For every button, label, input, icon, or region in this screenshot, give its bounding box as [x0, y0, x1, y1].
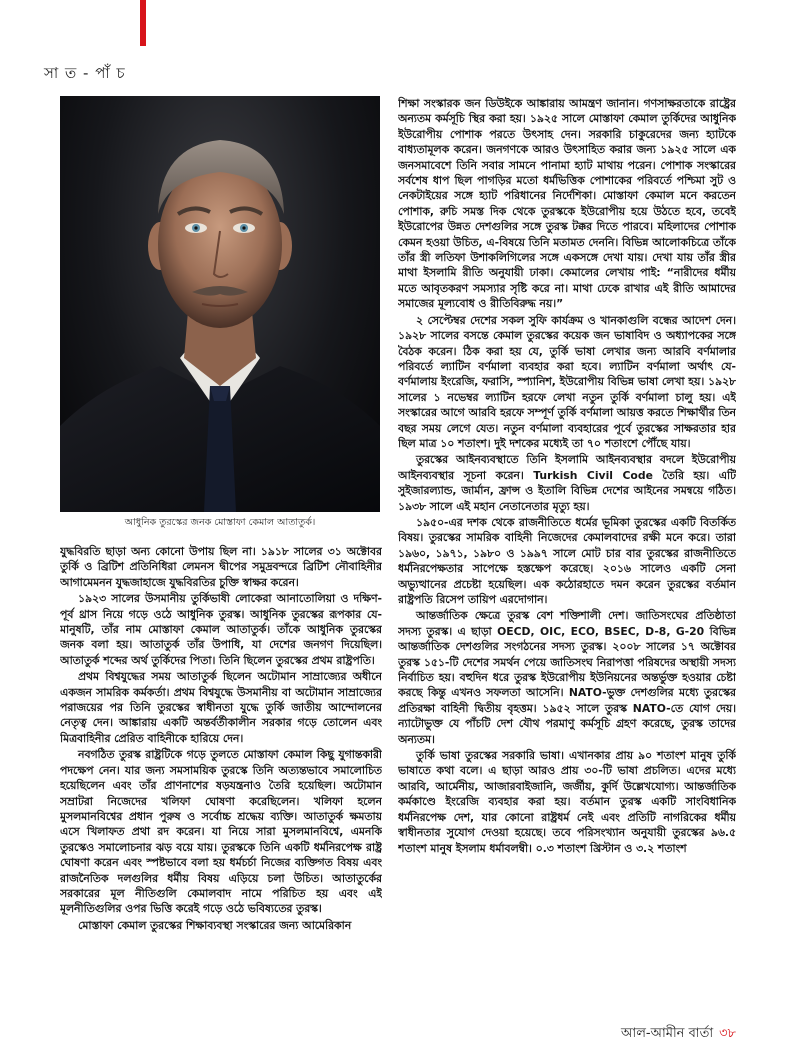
article-paragraph: যুদ্ধবিরতি ছাড়া অন্য কোনো উপায় ছিল না। ১৯১৮ সালের ৩১ অক্টোবর তুর্কি ও ব্রিটিশ প্রতিনিধিরা লেমনস দ্বীপের সমুদ্রবন্দরে ব্রিটিশ নৌবাহিনীর আগামেমনন যুদ্ধজাহাজে যুদ্ধবিরতির চুক্তি স্বাক্ষর করেন। [60, 545, 382, 589]
article-paragraph: নবগঠিত তুরস্ক রাষ্ট্রটিকে গড়ে তুলতে মোস্তাফা কেমাল কিছু যুগান্তকারী পদক্ষেপ নেন। যার জন্য সমসাময়িক তুরস্কে তিনি অত্যন্তভাবে সমালোচিত হয়েছিলেন এবং তাঁর প্রাণনাশের ষড়যন্ত্রনাও তৈরি হয়েছিল। অটোমান সম্রাটরা নিজেদের খলিফা ঘোষণা করেছিলেন। খলিফা হলেন মুসলমানবিশ্বের প্রধান পুরুষ ও সর্বোচ্চ শ্রদ্ধেয় ব্যক্তি। আতাতুর্ক ক্ষমতায় এসে খিলাফত প্রথা রদ করেন। যা নিয়ে সারা মুসলমানবিশ্বে, এমনকি তুরস্কেও সমালোচনার ঝড় বয়ে যায়। তুরস্ককে তিনি একটি ধর্মনিরপেক্ষ রাষ্ট্র ঘোষণা করেন এবং স্পষ্টভাবে বলা হয় ধর্মচর্চা নিজের ব্যক্তিগত বিষয় এবং রাজনৈতিক দলগুলির ধর্মীয় বিষয় এড়িয়ে চলা উচিত। আতাতুর্কের সরকারের মূল নীতিগুলি কেমালবাদ নামে পরিচিত হয় এবং এই মূলনীতিগুলির ওপর ভিত্তি করেই গড়ে ওঠে ভবিষ্যতের তুরস্ক। [60, 748, 382, 916]
article-paragraph: তুর্কি ভাষা তুরস্কের সরকারি ভাষা। এখানকার প্রায় ৯০ শতাংশ মানুষ তুর্কি ভাষাতে কথা বলে। এ ছাড়া আরও প্রায় ৩০-টি ভাষা প্রচলিত। এদের মধ্যে আরবি, আর্মেনীয়, আজারবাইজানি, জর্জীয়, কুর্দি উল্লেখযোগ্য। আন্তর্জাতিক কর্মকাণ্ডে ইংরেজি ব্যবহার করা হয়। বর্তমান তুরস্ক একটি সাংবিধানিক ধর্মনিরপেক্ষ দেশ, যার কোনো রাষ্ট্রধর্ম নেই এবং প্রতিটি নাগরিকের ধর্মীয় স্বাধীনতার সুযোগ দেওয়া হয়েছে। তবে পরিসংখ্যান অনুযায়ী তুরস্কের ৯৬.৫ শতাংশ মানুষ ইসলাম ধর্মাবলম্বী। ০.৩ শতাংশ খ্রিস্টান ও ৩.২ শতাংশ [398, 749, 736, 855]
article-paragraph: ১৯৫০-এর দশক থেকে রাজনীতিতে ধর্মের ভূমিকা তুরস্কের একটি বিতর্কিত বিষয়। তুরস্কের সামরিক বাহিনী নিজেদের কেমালবাদের রক্ষী মনে করে। তারা ১৯৬০, ১৯৭১, ১৯৮০ ও ১৯৯৭ সালে মোট চার বার তুরস্কের রাজনীতিতে ধর্মনিরপেক্ষতার সাপেক্ষে হস্তক্ষেপ করেছে। ২০১৬ সালেও একটি সেনা অভ্যুত্থানের প্রচেষ্টা হয়েছিল। এক কঠোরহাতে দমন করেন তুরস্কের বর্তমান রাষ্ট্রপতি রিসেপ তায়িপ এরদোগান। [398, 515, 736, 606]
article-right-column [398, 96, 736, 1020]
portrait-photo [60, 96, 380, 512]
article-paragraph: শিক্ষা সংস্কারক জন ডিউইকে আঙ্কারায় আমন্ত্রণ জানান। গণসাক্ষরতাকে রাষ্ট্রের অন্যতম কর্মসূচি স্থির করা হয়। ১৯২৫ সালে মোস্তাফা কেমাল তুর্কিদের আধুনিক ইউরোপীয় পোশাক পরতে উৎসাহ দেন। সরকারি চাকুরেদের জন্য হ্যাটকে বাধ্যতামূলক করেন। জনগণকে আরও উৎসাহিত করার জন্য ১৯২৫ সালে এক জনসমাবেশে তিনি সবার সামনে পানামা হ্যাট মাথায় পরেন। পোশাক সংস্কারের সর্বশেষ ধাপ ছিল পাগড়ির মতো ধর্মভিত্তিক পোশাকের পরিবর্তে পশ্চিমা সুট ও নেকটাইয়ের সঙ্গে হ্যাট পরিধানের নির্দেশিকা। মোস্তাফা কেমাল মনে করতেন পোশাক, রুচি সমস্ত দিক থেকে তুরস্ককে ইউরোপীয় হয়ে উঠতে হবে, তবেই ইউরোপের উন্নত দেশগুলির সঙ্গে তুরস্ক টক্কর দিতে পারবে। মহিলাদের পোশাক কেমন হওয়া উচিত, এ-বিষয়ে তিনি মতামত দেননি। বিভিন্ন আলোকচিত্রে তাঁকে তাঁর স্ত্রী লতিফা উশাকলিগিলের সঙ্গে একসঙ্গে দেখা যায়। দেখা যায় তাঁর স্ত্রীর মাথা ইসলামি রীতি অনুযায়ী ঢাকা। কেমালের লেখায় পাই: “নারীদের ধর্মীয় মতে আবৃতকরণ সমস্যার সৃষ্টি করে না। মাথা ঢেকে রাখার এই রীতি আমাদের সমাজের মূল্যবোধ ও রীতিবিরুদ্ধ নয়।” [398, 97, 736, 311]
article-paragraph: ১৯২৩ সালের উসমানীয় তুর্কিভাষী লোকেরা আনাতোলিয়া ও দক্ষিণ-পূর্ব থ্রাস নিয়ে গড়ে ওঠে আধুনিক তুরস্ক। আধুনিক তুরস্কের রূপকার যে-মানুষটি, তাঁর নাম মোস্তাফা কেমাল আতাতুর্ক। তাঁকে আধুনিক তুরস্কের জনক বলা হয়। আতাতুর্ক তাঁর উপাধি, যা দেশের জনগণ দিয়েছিল। আতাতুর্ক শব্দের অর্থ তুর্কিদের পিতা। তিনি ছিলেন তুরস্কের প্রথম রাষ্ট্রপতি। [60, 592, 382, 667]
magazine-name: আল-আমীন বার্তা [621, 1026, 714, 1041]
header-accent-bar [140, 0, 146, 46]
article-paragraph: তুরস্কের আইনব্যবস্থাতে তিনি ইসলামি আইনব্যবস্থার বদলে ইউরোপীয় আইনব্যবস্থার সূচনা করেন। Turkish Civil Code তৈরি হয়। এটি সুইজারল্যান্ড, জার্মান, ফ্রান্স ও ইতালি বিভিন্ন দেশের আইনের সমন্বয়ে গঠিত। ১৯৩৮ সালে এই মহান নেতানেতার মৃত্যু হয়। [398, 453, 736, 513]
page-number: ৩৮ [719, 1026, 736, 1041]
article-left-column [60, 544, 382, 1020]
photo-caption: আধুনিক তুরস্কের জনক মোস্তাফা কেমাল আতাতুর্ক। [124, 517, 316, 528]
section-label: সা ত - পাঁ চ [44, 64, 126, 82]
article-paragraph: আন্তর্জাতিক ক্ষেত্রে তুরস্ক বেশ শক্তিশালী দেশ। জাতিসংঘের প্রতিষ্ঠাতা সদস্য তুরস্ক। এ ছাড়া OECD, OIC, ECO, BSEC, D-8, G-20 বিভিন্ন আন্তর্জাতিক দেশগুলির সংগঠনের সদস্য তুরস্ক। ২০০৮ সালের ১৭ অক্টোবর তুরস্ক ১৫১-টি দেশের সমর্থন পেয়ে জাতিসংঘ নিরাপত্তা পরিষদের অস্থায়ী সদস্য নির্বাচিত হয়। বহুদিন ধরে তুরস্ক ইউরোপীয় ইউনিয়নের অন্তর্ভুক্ত হওয়ার চেষ্টা করছে কিন্তু এখনও সফলতা আসেনি। NATO-ভুক্ত দেশগুলির মধ্যে তুরস্কের প্রতিরক্ষা বাহিনী দ্বিতীয় বৃহত্তম। ১৯৫২ সালে তুরস্ক NATO-তে যোগ দেয়। ন্যাটোভুক্ত যে পাঁচটি দেশ যৌথ পরমাণু কর্মসূচি গ্রহণ করেছে, তুরস্ক তাদের অন্যতম। [398, 609, 736, 746]
page-footer [420, 1024, 736, 1045]
article-paragraph: ২ সেপ্টেম্বর দেশের সকল সুফি কার্যক্রম ও খানকাগুলি বন্ধের আদেশ দেন। ১৯২৮ সালের বসন্তে কেমাল তুরস্কের কয়েক জন ভাষাবিদ ও অধ্যাপকের সঙ্গে বৈঠক করেন। ঠিক করা হয় যে, তুর্কি ভাষা লেখার জন্য আরবি বর্ণমালার পরিবর্তে ল্যাটিন বর্ণমালা ব্যবহার করা হবে। ল্যাটিন বর্ণমালা অর্থাৎ যে-বর্ণমালায় ইংরেজি, ফরাসি, স্প্যানিশ, ইউরোপীয় বিভিন্ন ভাষা লেখা হয়। ১৯২৮ সালের ১ নভেম্বর ল্যাটিন হরফে লেখা নতুন তুর্কি বর্ণমালা চালু হয়। এই সংস্কারের আগে আরবি হরফে সম্পূর্ণ তুর্কি বর্ণমালা আয়ত্ত করতে শিক্ষার্থীর তিন বছর সময় লেগে যেত। নতুন বর্ণমালা ব্যবহারের পূর্বে তুরস্কের সাক্ষরতার হার ছিল মাত্র ১০ শতাংশ। দুই দশকের মধ্যেই তা ৭০ শতাংশে পৌঁছে যায়। [398, 313, 736, 450]
article-paragraph: প্রথম বিশ্বযুদ্ধের সময় আতাতুর্ক ছিলেন অটোমান সাম্রাজ্যের অধীনে একজন সামরিক কর্মকর্তা। প্রথম বিশ্বযুদ্ধে উসমানীয় বা অটোমান সাম্রাজ্যের পরাজয়ের পর তিনি তুরস্কের স্বাধীনতা যুদ্ধে তুর্কি জাতীয় আন্দোলনের নেতৃত্ব দেন। আঙ্কারায় একটি অন্তর্বর্তীকালীন সরকার গড়ে তোলেন এবং মিত্রবাহিনীর প্রেরিত বাহিনীকে হারিয়ে দেন। [60, 670, 382, 745]
portrait-illustration [60, 96, 380, 512]
article-paragraph: মোস্তাফা কেমাল তুরস্কের শিক্ষাব্যবস্থা সংস্কারের জন্য আমেরিকান [78, 918, 352, 932]
